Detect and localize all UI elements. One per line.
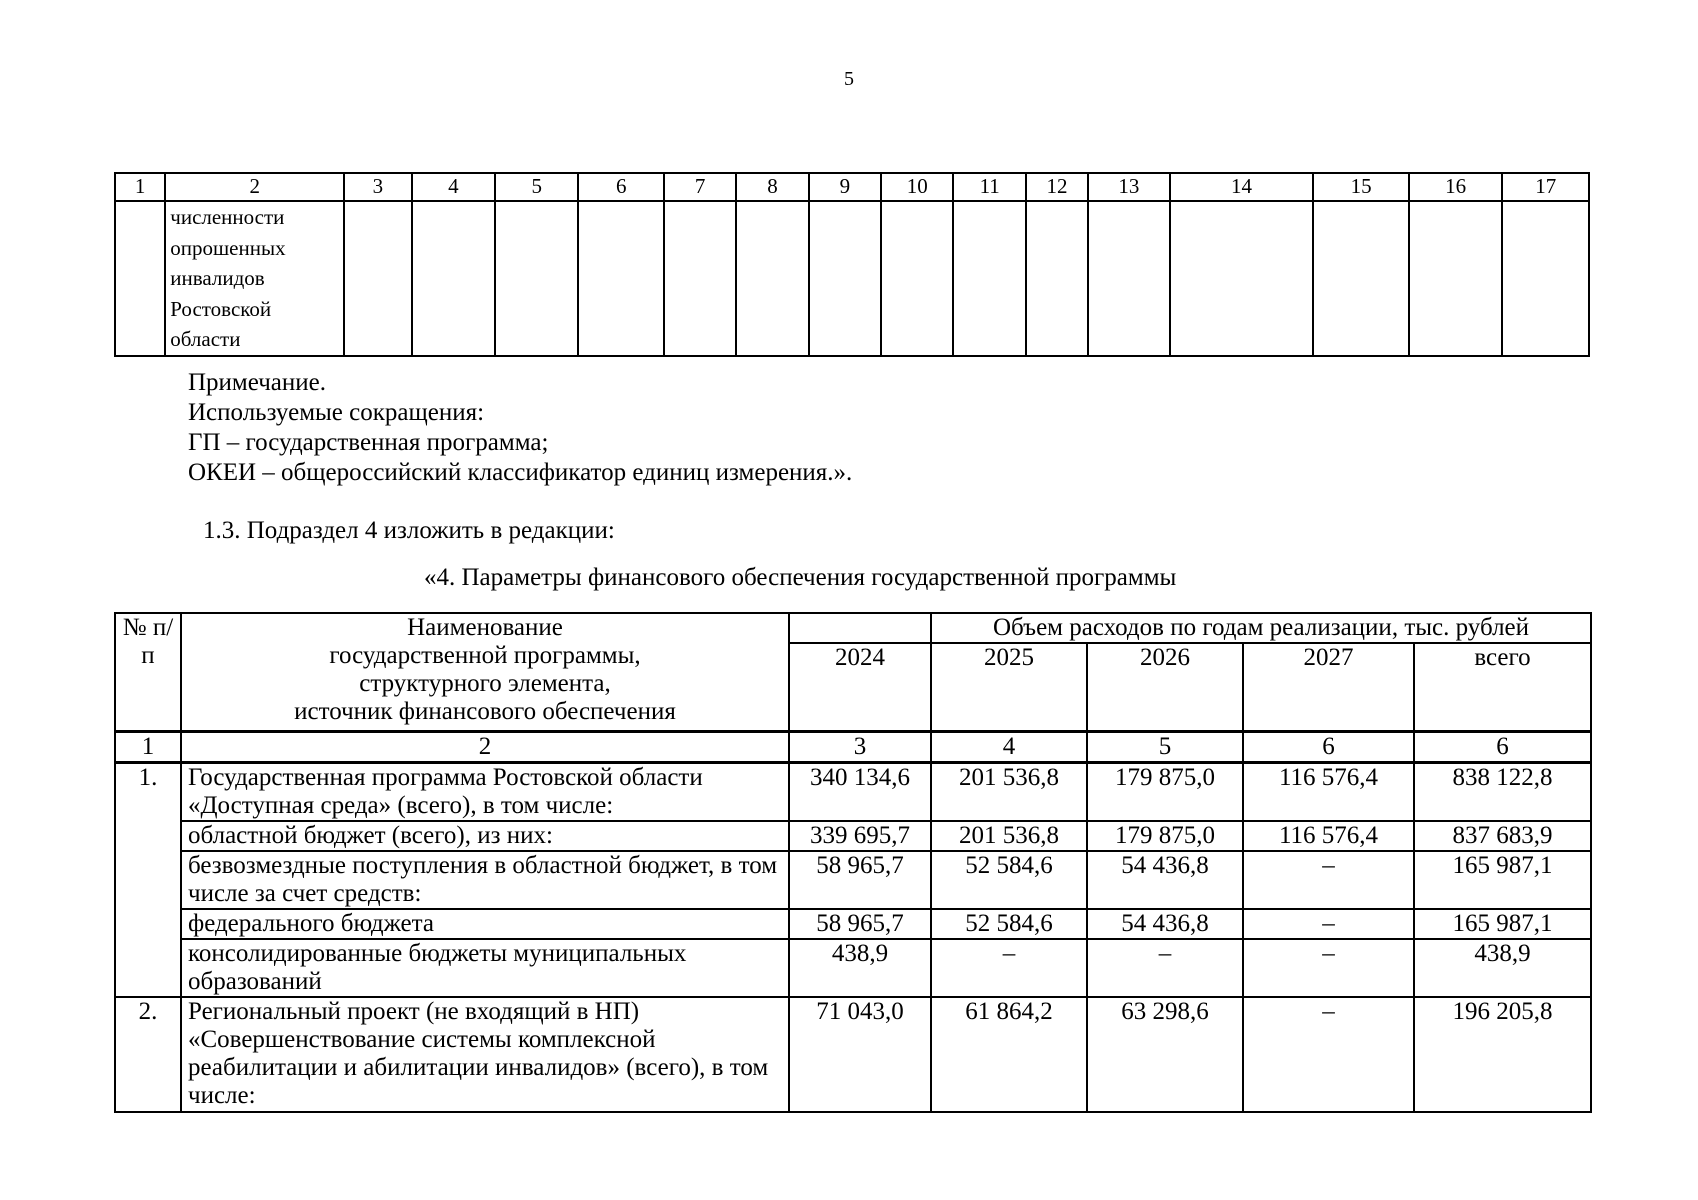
table1-cell	[578, 201, 663, 356]
table1-col-header: 16	[1409, 173, 1503, 201]
table1-cell	[1313, 201, 1409, 356]
table1-col-header: 5	[495, 173, 578, 201]
value-2027: 116 576,4	[1243, 821, 1414, 851]
table1-cell	[736, 201, 808, 356]
value-2026: 54 436,8	[1087, 909, 1243, 939]
table-row	[115, 762, 1591, 821]
table1-col-header: 9	[809, 173, 881, 201]
table1-col-header: 4	[412, 173, 495, 201]
row-name: безвозмездные поступления в областной бюджет, в том числе за счет средств:	[181, 851, 789, 909]
table2-header-row	[115, 613, 1591, 643]
value-2026: –	[1087, 939, 1243, 997]
header-empty-cell	[789, 613, 931, 643]
table1-col-header: 10	[881, 173, 953, 201]
continued-line: численности	[170, 205, 285, 229]
index-cell: 1	[115, 731, 181, 762]
row-number: 1.	[115, 762, 181, 997]
table1-cell	[881, 201, 953, 356]
value-total: 438,9	[1414, 939, 1591, 997]
header-year: 2025	[931, 643, 1087, 731]
table-row	[115, 851, 1591, 909]
table1-col-header: 15	[1313, 173, 1409, 201]
value-2024: 339 695,7	[789, 821, 931, 851]
value-total: 837 683,9	[1414, 821, 1591, 851]
row-number: 2.	[115, 997, 181, 1112]
row-name: федерального бюджета	[181, 909, 789, 939]
indicators-table-continuation	[114, 172, 1590, 357]
continued-line: Ростовской	[170, 296, 272, 321]
value-total: 838 122,8	[1414, 762, 1591, 821]
index-cell: 6	[1243, 731, 1414, 762]
table1-col-header: 14	[1170, 173, 1314, 201]
page-number: 5	[844, 68, 854, 90]
value-total: 165 987,1	[1414, 851, 1591, 909]
header-name-line: Наименование	[407, 614, 563, 641]
header-year: 2027	[1243, 643, 1414, 731]
notes-abbr-gp: ГП – государственная программа;	[188, 429, 549, 456]
value-2024: 58 965,7	[789, 851, 931, 909]
table1-col-header: 2	[165, 173, 344, 201]
row-name: областной бюджет (всего), из них:	[181, 821, 789, 851]
row-name: Региональный проект (не входящий в НП) «Совершенствование системы комплексной реабилитации и абилитации инвалидов» (всего), в том числе:	[181, 997, 789, 1112]
table1-cell	[344, 201, 411, 356]
notes	[188, 368, 852, 488]
table1-cell	[953, 201, 1025, 356]
table1-header-row	[115, 173, 1589, 201]
table1-col-header: 8	[736, 173, 808, 201]
row-name: Государственная программа Ростовской области «Доступная среда» (всего), в том числе:	[181, 762, 789, 821]
instruction: 1.3. Подраздел 4 изложить в редакции:	[203, 517, 615, 544]
table1-col-header: 17	[1502, 173, 1589, 201]
value-2026: 179 875,0	[1087, 821, 1243, 851]
table-row	[115, 821, 1591, 851]
table1-cell	[412, 201, 495, 356]
continued-line: опрошенных	[170, 235, 286, 260]
table1-cell	[1170, 201, 1314, 356]
table-row	[115, 997, 1591, 1112]
value-total: 165 987,1	[1414, 909, 1591, 939]
index-cell: 3	[789, 731, 931, 762]
header-num: № п/п	[115, 613, 181, 731]
index-cell: 5	[1087, 731, 1243, 762]
table1-cell	[1409, 201, 1503, 356]
table1-col-header: 11	[953, 173, 1025, 201]
table1-cell	[664, 201, 736, 356]
value-2026: 179 875,0	[1087, 762, 1243, 821]
index-cell: 2	[181, 731, 789, 762]
value-2025: 52 584,6	[931, 851, 1087, 909]
financing-table	[114, 612, 1592, 1113]
value-2027: 116 576,4	[1243, 762, 1414, 821]
notes-abbr-okei: ОКЕИ – общероссийский классификатор единиц измерения.».	[188, 459, 853, 486]
value-2025: 201 536,8	[931, 821, 1087, 851]
value-2025: 201 536,8	[931, 762, 1087, 821]
value-2025: 52 584,6	[931, 909, 1087, 939]
table1-col-header: 1	[115, 173, 165, 201]
value-2024: 58 965,7	[789, 909, 931, 939]
table-row	[115, 939, 1591, 997]
header-year: 2026	[1087, 643, 1243, 731]
notes-title: Примечание.	[188, 369, 327, 396]
section-title: «4. Параметры финансового обеспечения государственной программы	[424, 564, 1177, 591]
index-cell: 4	[931, 731, 1087, 762]
table1-cell	[1502, 201, 1589, 356]
table1-row	[115, 201, 1589, 356]
table1-cell	[495, 201, 578, 356]
table1-col-header: 7	[664, 173, 736, 201]
row-name: консолидированные бюджеты муниципальных образований	[181, 939, 789, 997]
table1-cell	[1088, 201, 1169, 356]
value-2026: 63 298,6	[1087, 997, 1243, 1112]
table1-continued-text	[165, 201, 344, 356]
header-name-line: источник финансового обеспечения	[294, 698, 676, 725]
value-2027: –	[1243, 997, 1414, 1112]
value-2024: 438,9	[789, 939, 931, 997]
notes-abbr-title: Используемые сокращения:	[188, 399, 485, 426]
value-2027: –	[1243, 909, 1414, 939]
value-2026: 54 436,8	[1087, 851, 1243, 909]
value-2027: –	[1243, 851, 1414, 909]
table1-cell	[1026, 201, 1088, 356]
header-total: всего	[1414, 643, 1591, 731]
header-name	[181, 613, 789, 731]
continued-line: области	[170, 327, 241, 351]
continued-line: инвалидов	[170, 266, 265, 290]
table1-col-header: 13	[1088, 173, 1169, 201]
header-year: 2024	[789, 643, 931, 731]
value-2024: 71 043,0	[789, 997, 931, 1112]
table1-col-header: 6	[578, 173, 663, 201]
table1-col-header: 12	[1026, 173, 1088, 201]
table2-index-row	[115, 731, 1591, 762]
table-row	[115, 909, 1591, 939]
table1-cell	[809, 201, 881, 356]
index-cell: 6	[1414, 731, 1591, 762]
value-2024: 340 134,6	[789, 762, 931, 821]
header-name-line: структурного элемента,	[359, 670, 611, 697]
value-2025: –	[931, 939, 1087, 997]
value-total: 196 205,8	[1414, 997, 1591, 1112]
table1-cell	[115, 201, 165, 356]
header-name-line: государственной программы,	[329, 642, 641, 669]
table1-col-header: 3	[344, 173, 411, 201]
value-2025: 61 864,2	[931, 997, 1087, 1112]
header-volume: Объем расходов по годам реализации, тыс. рублей	[931, 613, 1591, 643]
value-2027: –	[1243, 939, 1414, 997]
